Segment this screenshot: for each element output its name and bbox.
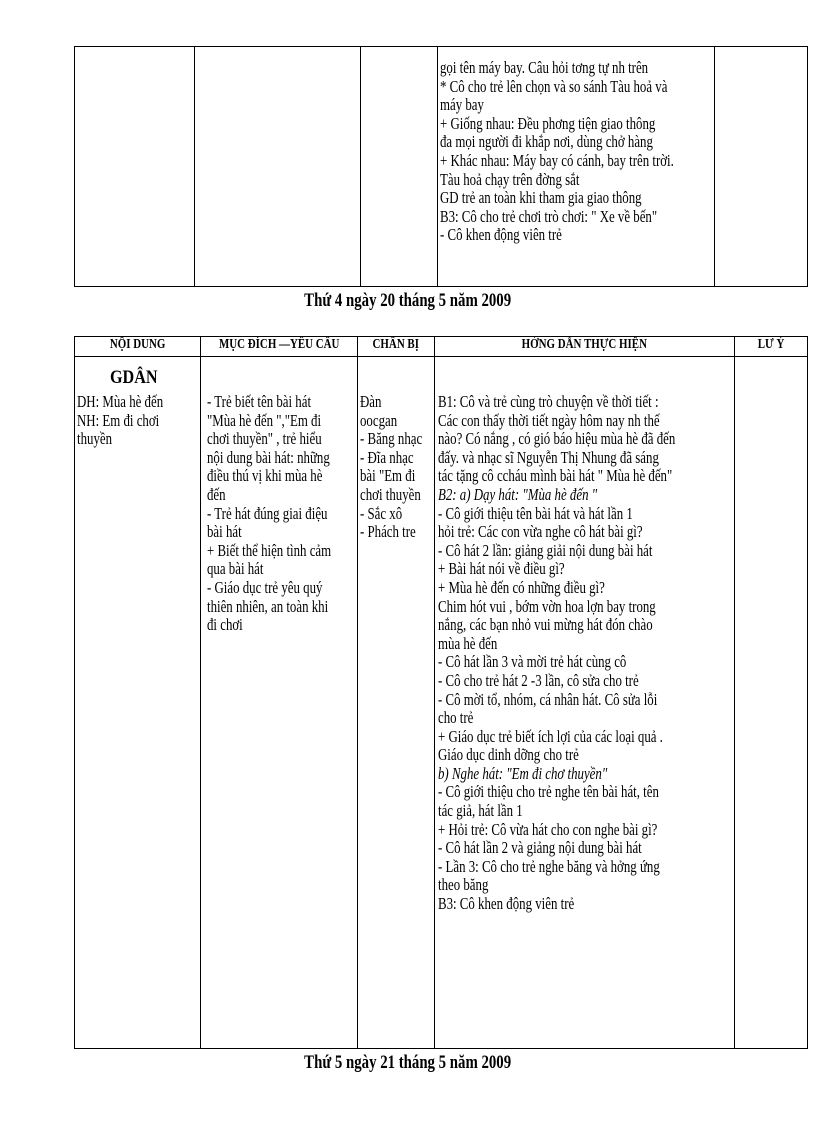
text-line: DH: Mùa hè đến: [77, 392, 164, 411]
text-line: Đàn: [360, 392, 382, 411]
text-line: thiên nhiên, an toàn khi: [207, 596, 329, 616]
header-prep: CHẨN BỊ: [358, 337, 435, 357]
text-line: + Biết thể hiện tình cảm: [207, 540, 332, 560]
text-line: B1: Cô và trẻ cùng trò chuyện về thời tiết :: [438, 392, 659, 411]
guide-text: [438, 47, 714, 245]
text-line: NH: Em đi chơi: [77, 410, 160, 430]
text-line: cho trẻ: [438, 708, 474, 728]
text-line: "Mùa hè đến ","Em đi: [207, 410, 322, 430]
note-cell: [715, 47, 808, 287]
guide-text: [435, 357, 734, 914]
guide-cell: [438, 47, 715, 287]
day-heading-next: Thứ 5 ngày 21 tháng 5 năm 2009: [304, 1052, 512, 1073]
text-line: - Trẻ hát đúng giai điệu: [207, 503, 328, 523]
text-line: B3: Cô cho trẻ chơi trò chơi: " Xe về bến": [440, 206, 658, 226]
lesson-table: [74, 336, 808, 1049]
text-line: qua bài hát: [207, 559, 264, 579]
header-purpose: MỤC ĐÍCH —YÊU CẦU: [201, 337, 358, 357]
text-line: theo băng: [438, 875, 489, 895]
text-line: - Cô giới thiệu tên bài hát và hát lần 1: [438, 503, 633, 523]
text-line: - Cô khen động viên trẻ: [440, 225, 562, 245]
text-line: bài hát: [207, 522, 242, 542]
text-line: bài "Em đi: [360, 466, 416, 486]
text-line: Chim hót vui , bớm vờn hoa lợn bay trong: [438, 596, 656, 616]
prep-cell: [358, 357, 435, 1049]
content-cell: [75, 47, 195, 287]
text-line: chơi thuyền: [360, 484, 421, 504]
text-line: thuyền: [77, 429, 113, 449]
text-line: mùa hè đến: [438, 633, 498, 653]
text-line: - Cô hát lần 3 và mời trẻ hát cùng cô: [438, 652, 627, 672]
text-line: - Cô mời tổ, nhóm, cá nhân hát. Cô sửa lỗi: [438, 689, 658, 709]
text-line: - Lần 3: Cô cho trẻ nghe băng và hởng ứng: [438, 856, 660, 876]
text-line: + Mùa hè đến có những điều gì?: [438, 577, 605, 597]
text-line: gọi tên máy bay. Câu hỏi tơng tự nh trên: [440, 58, 649, 77]
text-line: - Cô cho trẻ hát 2 -3 lần, cô sửa cho trẻ: [438, 670, 639, 690]
text-line: B3: Cô khen động viên trẻ: [438, 894, 575, 914]
text-line: đấy. và nhạc sĩ Nguyễn Thị Nhung đã sáng: [438, 447, 659, 467]
text-line: đa mọi người đi khắp nơi, dùng chở hàng: [440, 132, 653, 152]
text-line: máy bay: [440, 95, 484, 115]
text-line: - Trẻ biết tên bài hát: [207, 392, 312, 411]
text-line: + Hỏi trẻ: Cô vừa hát cho con nghe bài gì?: [438, 819, 658, 839]
text-line: đi chơi: [207, 615, 243, 635]
text-line: - Giáo dục trẻ yêu quý: [207, 577, 323, 597]
text-line: tác tặng cô ccháu mình bài hát " Mùa hè đến": [438, 466, 673, 486]
text-line: oocgan: [360, 410, 398, 430]
text-line: GD trẻ an toàn khi tham gia giao thông: [440, 188, 642, 208]
text-line: nội dung bài hát: những: [207, 447, 330, 467]
text-line: - Băng nhạc: [360, 429, 423, 449]
day-heading: Thứ 4 ngày 20 tháng 5 năm 2009: [304, 290, 512, 311]
text-line: nào? Có nắng , có gió báo hiệu mùa hè đã đến: [438, 429, 676, 449]
text-line: - Phách tre: [360, 522, 416, 542]
header-guide: HỚNG DẪN THỰC HIỆN: [435, 337, 735, 357]
text-line: tác giả, hát lần 1: [438, 801, 523, 821]
text-line: hỏi trẻ: Các con vừa nghe cô hát bài gì?: [438, 522, 643, 542]
text-line: * Cô cho trẻ lên chọn và so sánh Tàu hoả và: [440, 76, 668, 96]
text-line: đến: [207, 484, 226, 504]
text-line: - Cô hát lần 2 và giảng nội dung bài hát: [438, 838, 642, 858]
note-cell: [735, 357, 808, 1049]
header-note: LƯ Ý: [735, 337, 808, 357]
text-line: - Cô hát 2 lần: giảng giải nội dung bài hát: [438, 540, 653, 560]
purpose-cell: [195, 47, 361, 287]
text-line: Giáo dục dinh dỡng cho trẻ: [438, 745, 579, 765]
text-line: nắng, các bạn nhỏ vui mừng hát đón chào: [438, 615, 653, 635]
purpose-text: [201, 357, 357, 635]
prep-cell: [361, 47, 438, 287]
text-line: - Cô giới thiệu cho trẻ nghe tên bài hát, tên: [438, 782, 659, 802]
text-line: chơi thuyền" , trẻ hiểu: [207, 429, 322, 449]
purpose-cell: [201, 357, 358, 1049]
text-line: Các con thấy thời tiết ngày hôm nay nh thế: [438, 410, 660, 430]
text-line: - Đĩa nhạc: [360, 447, 414, 467]
prep-text: [358, 357, 434, 542]
guide-cell: [435, 357, 735, 1049]
text-line: - Sắc xô: [360, 503, 403, 523]
table-continuation: [74, 46, 808, 287]
header-content: NỘI DUNG: [75, 337, 201, 357]
text-line: b) Nghe hát: "Em đi chơ thuyền": [438, 763, 608, 783]
text-line: điều thú vị khi mùa hè: [207, 466, 323, 486]
content-cell: [75, 357, 201, 1049]
text-line: B2: a) Dạy hát: "Mùa hè đến ": [438, 484, 598, 504]
text-line: Tàu hoả chạy trên đờng sắt: [440, 169, 580, 189]
content-title: GDÂN: [110, 367, 158, 388]
text-line: + Khác nhau: Máy bay có cánh, bay trên trời.: [440, 150, 674, 170]
text-line: + Giáo dục trẻ biết ích lợi của các loại quả .: [438, 726, 663, 746]
text-line: + Bài hát nói về điều gì?: [438, 559, 565, 579]
text-line: + Giống nhau: Đều phơng tiện giao thông: [440, 113, 656, 133]
